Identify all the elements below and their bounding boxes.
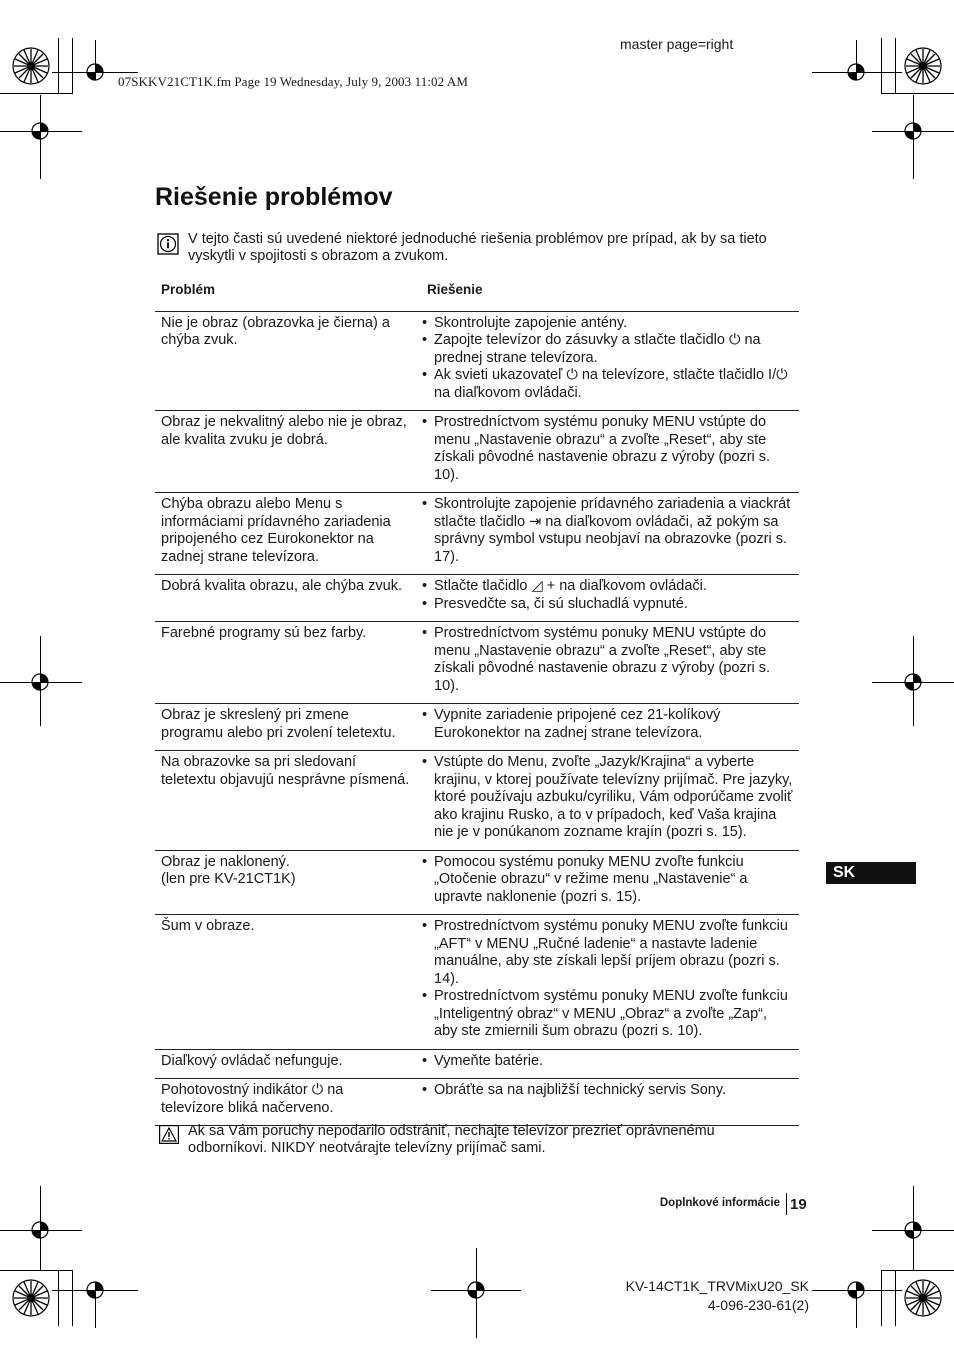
rosette-registration-icon (11, 1278, 51, 1318)
solution-list (422, 496, 793, 566)
table-row (155, 311, 799, 411)
crop-mark (881, 1270, 882, 1326)
solution-item: • Prostredníctvom systému ponuky MENU vstúpte do menu „Nastavenie obrazu“ a zvoľte „Reset“, aby ste získali pôvodné nastavenie obrazu z výroby (pozri s. 10). (422, 625, 793, 695)
crop-mark (0, 93, 72, 94)
solution-list (422, 854, 793, 907)
page-title: Riešenie problémov (155, 183, 393, 211)
crop-mark (881, 1270, 954, 1271)
solution-cell (416, 1079, 799, 1126)
problem-cell: Obraz je naklonený. (len pre KV-21CT1K) (155, 850, 416, 915)
problem-cell: Pohotovostný indikátor ⏻ na televízore bliká načerveno. (155, 1079, 416, 1126)
table-header-row (155, 281, 799, 311)
crosshair-registration-icon (844, 1278, 868, 1302)
solution-cell (416, 1049, 799, 1079)
crosshair-registration-icon (83, 1278, 107, 1302)
solution-list (422, 578, 793, 613)
solution-cell (416, 311, 799, 411)
problem-cell: Na obrazovke sa pri sledovaní teletextu objavujú nesprávne písmená. (155, 751, 416, 851)
problem-cell: Obraz je nekvalitný alebo nie je obraz, ale kvalita zvuku je dobrá. (155, 411, 416, 493)
solution-list (422, 1082, 793, 1100)
crop-mark (58, 38, 59, 94)
problem-cell: Šum v obraze. (155, 915, 416, 1050)
crosshair-registration-icon (83, 60, 107, 84)
solution-cell (416, 915, 799, 1050)
info-icon (157, 233, 179, 255)
solution-list (422, 754, 793, 842)
model-line-1: KV-14CT1K_TRVMixU20_SK (625, 1278, 809, 1294)
crop-mark (72, 38, 73, 94)
table-row (155, 850, 799, 915)
solution-list (422, 1053, 793, 1071)
solution-item: • Vypnite zariadenie pripojené cez 21-kolíkový Eurokonektor na zadnej strane televízora. (422, 707, 793, 742)
solution-item: • Zapojte televízor do zásuvky a stlačte tlačidlo ⏻ na prednej strane televízora. (422, 332, 793, 367)
crosshair-registration-icon (464, 1278, 488, 1302)
solution-item: • Ak svieti ukazovateľ ⏻ na televízore, stlačte tlačidlo I/⏻ na diaľkovom ovládači. (422, 367, 793, 402)
crosshair-registration-icon (28, 670, 52, 694)
solution-item: • Obráťte sa na najbližší technický servis Sony. (422, 1082, 793, 1100)
model-line-2: 4-096-230-61(2) (707, 1297, 809, 1313)
table-row (155, 622, 799, 704)
rosette-registration-icon (903, 46, 943, 86)
problem-cell: Dobrá kvalita obrazu, ale chýba zvuk. (155, 575, 416, 622)
table-row (155, 493, 799, 575)
solution-list (422, 707, 793, 742)
problem-cell: Diaľkový ovládač nefunguje. (155, 1049, 416, 1079)
crop-mark (881, 93, 954, 94)
solution-list (422, 918, 793, 1041)
crosshair-registration-icon (28, 119, 52, 143)
footer-section-title: Doplnkové informácie (659, 1197, 780, 1209)
solution-cell (416, 850, 799, 915)
page-number: 19 (790, 1196, 807, 1213)
solution-item: • Presvedčte sa, či sú sluchadlá vypnuté. (422, 596, 793, 614)
problem-cell: Chýba obrazu alebo Menu s informáciami prídavného zariadenia pripojeného cez Eurokonektor na zadnej strane televízora. (155, 493, 416, 575)
table-row (155, 1079, 799, 1126)
model-code (560, 1277, 809, 1315)
solution-item: • Prostredníctvom systému ponuky MENU vstúpte do menu „Nastavenie obrazu“ a zvoľte „Reset“, aby ste získali pôvodné nastavenie obrazu z výroby (pozri s. 10). (422, 414, 793, 484)
solution-item: • Vstúpte do Menu, zvoľte „Jazyk/Krajina“ a vyberte krajinu, v ktorej používate televízny prijímač. Pre jazyky, ktoré používaju azbuku/cyriliku, Vám odporúčame zvoliť ako krajinu Rusko, a to v prípadoch, keď Vaša krajina nie je v ponúkanom zozname krajín (pozri s. 15). (422, 754, 793, 842)
column-header-problem: Problém (161, 282, 216, 297)
crop-mark (895, 1270, 896, 1326)
solution-item: • Prostredníctvom systému ponuky MENU zvoľte funkciu „AFT“ v MENU „Ručné ladenie“ a nastavte ladenie manuálne, aby ste získali lepší príjem obrazu (pozri s. 14). (422, 918, 793, 988)
master-page-label: master page=right (620, 36, 734, 52)
table-row (155, 915, 799, 1050)
crop-mark (881, 38, 882, 94)
crop-mark (72, 1270, 73, 1326)
crosshair-registration-icon (28, 1218, 52, 1242)
solution-cell (416, 622, 799, 704)
column-header-solution: Riešenie (427, 282, 483, 297)
solution-item: • Skontrolujte zapojenie antény. (422, 315, 793, 333)
solution-list (422, 315, 793, 403)
table-row (155, 1049, 799, 1079)
solution-item: • Prostredníctvom systému ponuky MENU zvoľte funkciu „Inteligentný obraz“ v MENU „Obraz“ a zvoľte „Zap“, aby ste zmiernili šum obrazu (pozri s. 10). (422, 988, 793, 1041)
crop-mark (0, 1270, 72, 1271)
crop-mark (58, 1270, 59, 1326)
rosette-registration-icon (11, 46, 51, 86)
footer-separator (786, 1193, 787, 1215)
language-tab: SK (826, 862, 916, 884)
solution-cell (416, 411, 799, 493)
problem-cell: Obraz je skreslený pri zmene programu alebo pri zvolení teletextu. (155, 704, 416, 751)
crosshair-registration-icon (901, 119, 925, 143)
warning-icon (159, 1125, 179, 1144)
table-row (155, 411, 799, 493)
solution-cell (416, 493, 799, 575)
table-row (155, 575, 799, 622)
warning-text: Ak sa Vám poruchy nepodarilo odstrániť, nechajte televízor prezrieť oprávnenému odborníkovi. NIKDY neotvárajte televízny prijímač sami. (188, 1123, 715, 1156)
troubleshooting-table (155, 281, 799, 1126)
crop-mark (895, 38, 896, 94)
rosette-registration-icon (903, 1278, 943, 1318)
crosshair-registration-icon (844, 60, 868, 84)
table-row (155, 704, 799, 751)
crosshair-registration-icon (901, 670, 925, 694)
file-info-line: 07SKKV21CT1K.fm Page 19 Wednesday, July 9, 2003 11:02 AM (118, 74, 469, 89)
solution-item: • Skontrolujte zapojenie prídavného zariadenia a viackrát stlačte tlačidlo ⇥ na diaľkovom ovládači, až pokým sa správny symbol vstupu neobjaví na obrazovke (pozri s. 17). (422, 496, 793, 566)
solution-cell (416, 751, 799, 851)
solution-list (422, 414, 793, 484)
table-body (155, 311, 799, 1126)
problem-cell: Nie je obraz (obrazovka je čierna) a chýba zvuk. (155, 311, 416, 411)
solution-item: • Stlačte tlačidlo ◿ + na diaľkovom ovládači. (422, 578, 793, 596)
table-row (155, 751, 799, 851)
solution-cell (416, 575, 799, 622)
problem-cell: Farebné programy sú bez farby. (155, 622, 416, 704)
solution-cell (416, 704, 799, 751)
intro-text: V tejto časti sú uvedené niektoré jednoduché riešenia problémov pre prípad, ak by sa tieto vyskytli v spojitosti s obrazom a zvukom. (188, 231, 767, 264)
crosshair-registration-icon (901, 1218, 925, 1242)
solution-list (422, 625, 793, 695)
solution-item: • Vymeňte batérie. (422, 1053, 793, 1071)
solution-item: • Pomocou systému ponuky MENU zvoľte funkciu „Otočenie obrazu“ v režime menu „Nastavenie“ a upravte naklonenie (pozri s. 15). (422, 854, 793, 907)
